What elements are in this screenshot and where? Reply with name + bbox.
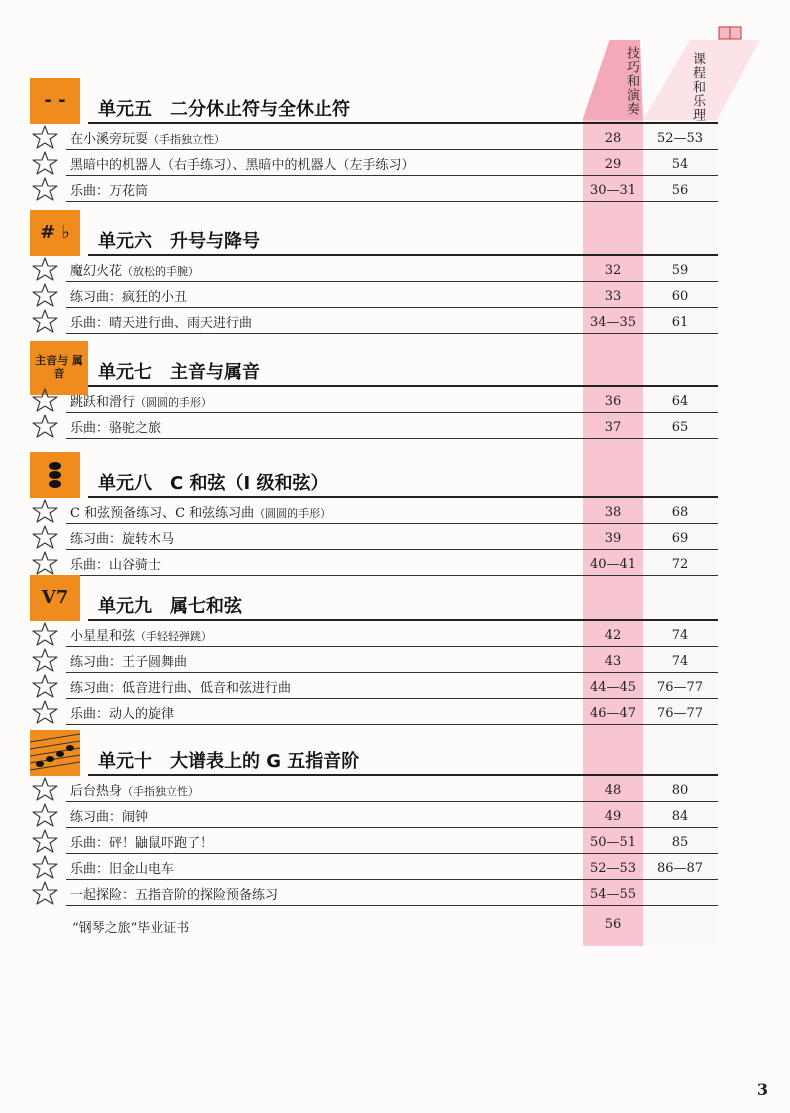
toc-item-note: （圆圆的手形） — [254, 507, 332, 520]
technique-column-label: 技巧和演奏 — [624, 46, 639, 116]
sharp-flat-icon: # ♭ — [30, 210, 80, 256]
star-icon[interactable] — [32, 881, 58, 905]
toc-item[interactable] — [30, 802, 718, 828]
toc-item-label: 乐曲：晴天进行曲、雨天进行曲 — [70, 316, 253, 331]
certificate-entry[interactable]: “钢琴之旅”毕业证书 — [72, 921, 190, 936]
toc-item-label: 乐曲：骆驼之旅 — [70, 421, 162, 436]
toc-item-title — [70, 528, 174, 547]
star-icon[interactable] — [32, 803, 58, 827]
unit-title: 单元九 属七和弦 — [98, 596, 242, 617]
technique-page-ref: 43 — [604, 654, 622, 669]
page-number: 3 — [756, 1080, 768, 1099]
star-icon[interactable] — [32, 525, 58, 549]
toc-item[interactable] — [30, 647, 718, 673]
item-divider — [66, 724, 718, 725]
toc-item-label: 练习曲：闹钟 — [70, 810, 149, 825]
toc-item-title — [70, 312, 252, 331]
technique-page-ref: 44—45 — [589, 680, 637, 695]
toc-item-title — [70, 703, 174, 722]
unit-title: 单元六 升号与降号 — [98, 231, 260, 252]
unit-heading[interactable] — [30, 730, 718, 776]
star-icon[interactable] — [32, 777, 58, 801]
toc-item-title — [70, 806, 148, 825]
technique-page-ref: 28 — [604, 131, 622, 146]
unit-heading[interactable] — [30, 341, 718, 387]
technique-page-ref: 32 — [604, 263, 622, 278]
star-icon[interactable] — [32, 388, 58, 412]
technique-page-ref: 49 — [604, 809, 622, 824]
toc-item[interactable] — [30, 387, 718, 413]
star-icon[interactable] — [32, 700, 58, 724]
technique-page-ref: 46—47 — [589, 706, 637, 721]
toc-item-note: （圆圆的手形） — [135, 396, 213, 409]
theory-page-ref: 59 — [671, 263, 689, 278]
toc-item[interactable] — [30, 308, 718, 334]
star-icon[interactable] — [32, 309, 58, 333]
toc-item-title — [70, 651, 187, 670]
toc-item[interactable] — [30, 124, 718, 150]
technique-page-ref: 33 — [604, 289, 622, 304]
technique-page-ref: 30—31 — [589, 183, 637, 198]
toc-item-title — [70, 180, 148, 199]
toc-item-title — [70, 884, 278, 903]
theory-column-label: 课程和乐理 — [690, 52, 705, 122]
toc-item[interactable] — [30, 828, 718, 854]
item-divider — [66, 333, 718, 334]
tonic-dominant-icon: 主音与 属 音 — [30, 341, 88, 395]
star-icon[interactable] — [32, 551, 58, 575]
unit-title: 单元五 二分休止符与全休止符 — [98, 99, 350, 120]
toc-item-title — [70, 625, 212, 644]
toc-item-label: 乐曲：动人的旋律 — [70, 707, 175, 722]
toc-item-label: 乐曲：砰！鼬鼠吓跑了！ — [70, 836, 214, 851]
unit-heading[interactable] — [30, 575, 718, 621]
star-icon[interactable] — [32, 125, 58, 149]
technique-page-ref: 54—55 — [589, 887, 637, 902]
toc-item-note: （手指独立性） — [148, 133, 226, 146]
theory-page-ref: 54 — [671, 157, 689, 172]
v7-chord-icon: V7 — [30, 575, 80, 621]
toc-item[interactable] — [30, 880, 718, 906]
toc-item[interactable] — [30, 413, 718, 439]
toc-item[interactable] — [30, 176, 718, 202]
star-icon[interactable] — [32, 855, 58, 879]
unit-heading[interactable] — [30, 452, 718, 498]
toc-item-title — [70, 391, 212, 410]
theory-page-ref: 65 — [671, 420, 689, 435]
theory-page-ref: 61 — [671, 315, 689, 330]
toc-item-label: 乐曲：山谷骑士 — [70, 558, 162, 573]
technique-page-ref: 39 — [604, 531, 622, 546]
theory-page-ref: 52—53 — [656, 131, 704, 146]
toc-item-label: 乐曲：旧金山电车 — [70, 862, 175, 877]
technique-page-ref: 52—53 — [589, 861, 637, 876]
theory-page-ref: 68 — [671, 505, 689, 520]
theory-page-ref: 56 — [671, 183, 689, 198]
technique-page-ref: 37 — [604, 420, 622, 435]
technique-page-ref: 48 — [604, 783, 622, 798]
star-icon[interactable] — [32, 622, 58, 646]
theory-page-ref: 76—77 — [656, 706, 704, 721]
toc-item-title — [70, 554, 161, 573]
technique-page-ref: 42 — [604, 628, 622, 643]
toc-item[interactable] — [30, 256, 718, 282]
item-divider — [66, 201, 718, 202]
theory-page-ref: 80 — [671, 783, 689, 798]
star-icon[interactable] — [32, 414, 58, 438]
toc-item-label: 跳跃和滑行 — [70, 395, 136, 410]
star-icon[interactable] — [32, 829, 58, 853]
theory-page-ref: 84 — [671, 809, 689, 824]
toc-item[interactable] — [30, 498, 718, 524]
toc-item-title — [70, 832, 213, 851]
toc-item-label: C 和弦预备练习、C 和弦练习曲 — [70, 506, 255, 521]
toc-item-title — [70, 154, 415, 173]
star-icon[interactable] — [32, 499, 58, 523]
unit-heading[interactable] — [30, 210, 718, 256]
toc-item-note: （手轻轻弹跳） — [135, 630, 213, 643]
certificate-page: 56 — [604, 917, 622, 932]
toc-item[interactable] — [30, 854, 718, 880]
technique-page-ref: 38 — [604, 505, 622, 520]
toc-item[interactable] — [30, 150, 718, 176]
toc-item-label: 练习曲：旋转木马 — [70, 532, 175, 547]
unit-title: 单元七 主音与属音 — [98, 362, 260, 383]
theory-page-ref: 85 — [671, 835, 689, 850]
star-icon[interactable] — [32, 283, 58, 307]
g-scale-icon — [30, 730, 80, 776]
toc-item-label: 后台热身 — [70, 784, 123, 799]
toc-item[interactable] — [30, 621, 718, 647]
toc-item-title — [70, 417, 161, 436]
theory-page-ref: 64 — [671, 394, 689, 409]
toc-item[interactable] — [30, 282, 718, 308]
technique-page-ref: 40—41 — [589, 557, 637, 572]
toc-item-label: 黑暗中的机器人（右手练习）、黑暗中的机器人（左手练习） — [70, 158, 415, 173]
toc-item[interactable] — [30, 524, 718, 550]
toc-item[interactable] — [30, 776, 718, 802]
toc-item-title — [70, 677, 291, 696]
toc-item[interactable] — [30, 699, 718, 725]
toc-item-title — [70, 858, 174, 877]
toc-item-label: 小星星和弦 — [70, 629, 136, 644]
star-icon[interactable] — [32, 151, 58, 175]
toc-item-label: 练习曲：王子圆舞曲 — [70, 655, 188, 670]
book-icon — [718, 24, 742, 40]
technique-page-ref: 36 — [604, 394, 622, 409]
toc-item-note: （放松的手腕） — [122, 265, 200, 278]
item-divider — [66, 438, 718, 439]
c-chord-icon — [30, 452, 80, 498]
star-icon[interactable] — [32, 648, 58, 672]
star-icon[interactable] — [32, 674, 58, 698]
technique-page-ref: 34—35 — [589, 315, 637, 330]
theory-page-ref: 86—87 — [656, 861, 704, 876]
toc-item[interactable] — [30, 673, 718, 699]
technique-page-ref: 29 — [604, 157, 622, 172]
theory-page-ref: 74 — [671, 654, 689, 669]
unit-title: 单元十 大谱表上的 G 五指音阶 — [98, 751, 360, 772]
item-divider — [66, 905, 718, 906]
toc-item-label: 乐曲：万花筒 — [70, 184, 149, 199]
toc-item-label: 魔幻火花 — [70, 264, 123, 279]
toc-item-note: （手指独立性） — [122, 785, 200, 798]
toc-item-title — [70, 780, 199, 799]
toc-item-label: 练习曲：低音进行曲、低音和弦进行曲 — [70, 681, 292, 696]
technique-page-ref: 50—51 — [589, 835, 637, 850]
toc-item-title — [70, 260, 199, 279]
unit-heading[interactable] — [30, 78, 718, 124]
star-icon[interactable] — [32, 257, 58, 281]
toc-item-title — [70, 286, 187, 305]
theory-page-ref: 69 — [671, 531, 689, 546]
theory-page-ref: 76—77 — [656, 680, 704, 695]
theory-page-ref: 74 — [671, 628, 689, 643]
toc-item-label: 在小溪旁玩耍 — [70, 132, 149, 147]
theory-page-ref: 72 — [671, 557, 689, 572]
unit-title: 单元八 C 和弦（I 级和弦） — [98, 473, 329, 494]
toc-item-title — [70, 128, 225, 147]
toc-item-label: 练习曲：疯狂的小丑 — [70, 290, 188, 305]
toc-item-label: 一起探险：五指音阶的探险预备练习 — [70, 888, 279, 903]
half-rest-icon: - - — [30, 78, 80, 124]
toc-item-title — [70, 502, 331, 521]
star-icon[interactable] — [32, 177, 58, 201]
toc-item[interactable] — [30, 550, 718, 576]
theory-page-ref: 60 — [671, 289, 689, 304]
